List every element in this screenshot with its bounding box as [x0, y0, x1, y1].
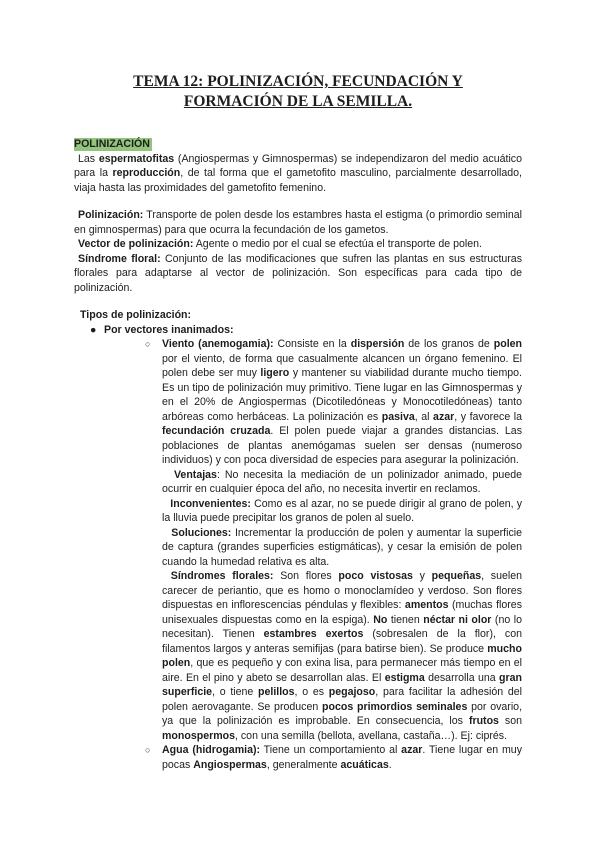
intro-bold-reproduccion: reproducción: [112, 167, 181, 179]
bullet-circle-icon: ○: [145, 339, 151, 349]
water-text: .: [388, 758, 392, 771]
wind-bold: ligero: [260, 367, 290, 379]
wind-term: Viento (anemogamia):: [162, 338, 274, 350]
sindromes-text: , con una semilla (bellota, avellana, castaña…). Ej: ciprés.: [235, 729, 508, 742]
intro-paragraph: [74, 152, 522, 196]
intro-text-1: Las: [78, 152, 99, 165]
title-line-2: FORMACIÓN DE LA SEMILLA.: [183, 93, 413, 110]
list-item-water: [145, 743, 522, 772]
sindromes-bold: No: [373, 613, 388, 626]
wind-text: , y favorece la: [454, 410, 523, 423]
water-bold: azar: [401, 744, 423, 756]
wind-text: , al: [414, 410, 434, 423]
sindromes-paragraph: [162, 569, 522, 743]
section-heading-polinizacion: POLINIZACIÓN: [74, 138, 150, 150]
wind-bold: azar: [433, 410, 455, 423]
sindromes-text: , que es pequeño y con exina lisa, para permanecer más tiempo en el aire. En el pino y abeto se desarrollan alas. El: [162, 657, 522, 684]
soluciones-text: Incrementar la producción de polen y aumentar la superficie de captura (grandes superficies estigmáticas), y cesar la emisión de polen cuando la humedad relativa es alta.: [162, 526, 522, 568]
wind-text: por el viento, de forma que casualmente alcancen un órgano femenino. El polen debe ser muy: [162, 352, 522, 379]
sindromes-bold: estigma: [384, 671, 425, 684]
definition-polinizacion: [74, 208, 522, 237]
intro-text-3: , de tal forma que el gametofito masculino, parcialmente desarrollado, viaja hasta las proximidades del gametofito femenino.: [74, 167, 522, 194]
inconvenientes-paragraph: [162, 497, 522, 526]
definition-text: Conjunto de las modificaciones que sufren las plantas en sus estructuras florales para adaptarse al vector de polinización. Son específicas para cada tipo de polinización.: [74, 252, 522, 294]
bullet-inanimate-vectors: [90, 323, 522, 338]
inconvenientes-term: Inconvenientes:: [170, 497, 251, 510]
sindromes-text: , suelen carecer de periantio, que es homo o monoclamídeo y verdoso. Son flores dispuestas en inflorescencias péndulas y flexibles:: [162, 570, 523, 611]
definition-term: Síndrome floral:: [78, 252, 161, 265]
sindromes-bold: mucho polen: [162, 642, 522, 669]
sindromes-text: , o tiene: [212, 686, 259, 698]
wind-bold: dispersión: [350, 338, 405, 350]
wind-text: . El polen puede viajar a grandes distancias. Las poblaciones de plantas anemógamas suelen ser densas (numeroso individuos) y con poca diversidad de especies para asegurar la polinización.: [162, 425, 522, 466]
sindromes-text: (sobresalen de la flor), con filamentos largos y anteras semifijas (para batirse bien). Se produce: [162, 628, 523, 655]
sindromes-bold: néctar ni olor: [423, 613, 492, 626]
sindromes-bold: gran superficie: [162, 671, 522, 698]
wind-bold: pasiva: [381, 410, 415, 423]
sindromes-bold: amentos: [404, 599, 449, 611]
soluciones-term: Soluciones:: [171, 526, 232, 539]
water-bold: Angiospermas: [193, 758, 267, 771]
sindromes-text: , para facilitar la adhesión del polen aerovagante. Se producen: [162, 686, 523, 713]
spacer: [74, 295, 522, 308]
sindromes-text: son: [498, 715, 522, 727]
sindromes-text: por ovario, ya que la polinización es improbable. En consecuencia, los: [162, 700, 523, 727]
list-item-wind: [145, 337, 522, 468]
ventajas-term: Ventajas: [173, 468, 217, 481]
wind-bold: polen: [493, 338, 522, 350]
intro-bold-espermatofitas: espermatofitas: [98, 152, 175, 165]
sindromes-text: (muchas flores unisexuales dispuestas como en la espiga).: [162, 599, 522, 626]
water-bold: acuáticas: [340, 758, 389, 771]
intro-text-2: (Angiospermas y Gimnospermas) se independizaron del medio acuático para la: [74, 152, 522, 179]
spacer: [74, 195, 522, 208]
definition-term: Polinización:: [78, 209, 144, 221]
inconvenientes-text: Como es al azar, no se puede dirigir al grano de polen, y la lluvia puede precipitar los granos de polen al suelo.: [162, 497, 522, 524]
ventajas-paragraph: [162, 468, 522, 497]
sindromes-bold: frutos: [468, 715, 499, 727]
definition-vector: [74, 237, 522, 252]
sindromes-bold: monospermos: [162, 729, 235, 742]
water-text: , generalmente: [266, 758, 341, 771]
sindromes-text: y: [412, 570, 432, 582]
sindromes-text: Son flores: [273, 570, 339, 582]
bullet-label: Por vectores inanimados:: [104, 323, 234, 336]
types-heading: Tipos de polinización:: [80, 309, 192, 321]
definition-term: Vector de polinización:: [78, 238, 194, 250]
water-text: Tiene un comportamiento al: [260, 744, 402, 756]
sindromes-text: desarrolla una: [424, 671, 500, 684]
sindromes-bold: pequeñas: [431, 570, 482, 582]
wind-bold: fecundación cruzada: [162, 425, 271, 437]
wind-text: de los granos de: [404, 338, 494, 350]
sindromes-text: tienen: [387, 613, 424, 626]
soluciones-paragraph: [162, 526, 522, 570]
sindromes-term: Síndromes florales:: [170, 570, 274, 582]
sindromes-text: (no lo necesitan). Tienen: [162, 613, 522, 640]
sindromes-text: , o es: [294, 686, 329, 698]
section-heading-wrapper: [74, 112, 522, 152]
definition-text: Agente o medio por el cual se efectúa el transporte de polen.: [193, 238, 482, 250]
bullet-dot-icon: ●: [90, 323, 97, 336]
water-term: Agua (hidrogamia):: [162, 744, 261, 756]
water-text: . Tiene lugar en muy pocas: [162, 744, 522, 771]
page-title: [74, 72, 522, 112]
ventajas-text: : No necesita la mediación de un polinizador animado, puede ocurrir en cualquier época del año, no necesita invertir en reclamos.: [162, 468, 523, 495]
sindromes-bold: estambres exertos: [263, 628, 364, 640]
sindromes-bold: pegajoso: [328, 686, 376, 698]
bullet-circle-icon: ○: [145, 745, 151, 755]
sindromes-bold: poco vistosas: [338, 570, 413, 582]
title-line-1: TEMA 12: POLINIZACIÓN, FECUNDACIÓN Y: [133, 73, 463, 90]
definition-sindrome: [74, 252, 522, 296]
wind-text: Consiste en la: [273, 338, 351, 350]
wind-text: y mantener su viabilidad durante mucho tiempo. Es un tipo de polinización muy primitivo. Tiene lugar en las Gimnospermas y en el 20% de Angiospermas (Dicotiledóneas y Monocotiledóneas) tanto arbóreas como herbáceas. La polinización es: [162, 367, 522, 423]
definition-text: Transporte de polen desde los estambres hasta el estigma (o primordio seminal en gimnospermas) para que ocurra la fecundación de los gametos.: [74, 209, 522, 236]
sindromes-bold: pelillos: [258, 686, 295, 698]
sindromes-bold: pocos primordios seminales: [322, 700, 468, 713]
